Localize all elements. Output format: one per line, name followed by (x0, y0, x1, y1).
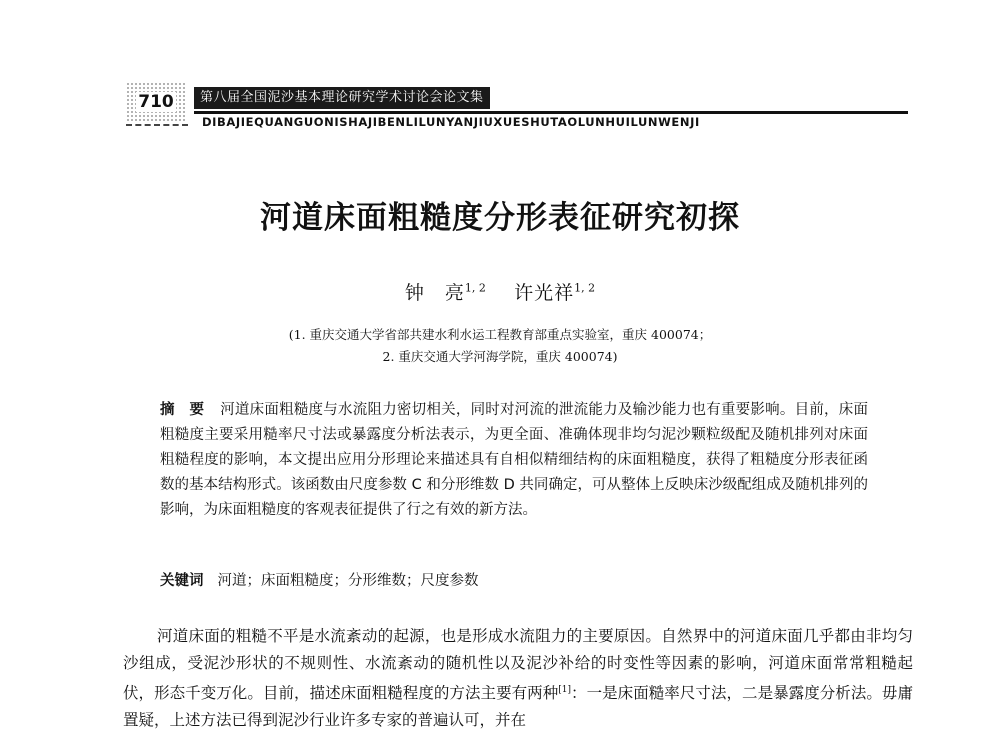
author-name: 钟 亮 (404, 282, 465, 304)
running-header (126, 78, 908, 134)
abstract-text: 河道床面粗糙度与水流阻力密切相关，同时对河流的泄流能力及输沙能力也有重要影响。目前，床面粗糙度主要采用糙率尺寸法或暴露度分析法表示，为更全面、准确体现非均匀泥沙颗粒级配及随机排列对床面粗糙程度的影响，本文提出应用分形理论来描述具有自相似精细结构的床面粗糙度，获得了粗糙度分形表征函数的基本结构形式。该函数由尺度参数 C 和分形维数 D 共同确定，可从整体上反映床沙级配组成及随机排列的影响，为床面粗糙度的客观表征提供了行之有效的新方法。 (160, 402, 868, 518)
series-pinyin: DIBAJIEQUANGUONISHAJIBENLILUNYANJIUXUESHUTAOLUNHUILUNWENJI (202, 115, 700, 129)
page-number-box (126, 82, 186, 122)
abstract-label: 摘 要 (160, 402, 205, 418)
paper-title: 河道床面粗糙度分形表征研究初探 (260, 200, 740, 236)
keywords (160, 570, 868, 592)
author-affiliation-mark: 1, 2 (574, 281, 596, 295)
affiliation-1: (1. 重庆交通大学省部共建水利水运工程教育部重点实验室，重庆 400074； (288, 327, 712, 342)
keywords-text: 河道；床面粗糙度；分形维数；尺度参数 (217, 573, 479, 589)
body-text-part2: ：一是床面糙率尺寸法，二是暴露度分析法。毋庸置疑，上述方法已得到泥沙行业许多专家的普遍认可，并在 (123, 684, 913, 730)
header-rule (194, 111, 908, 114)
author-name: 许光祥 (514, 282, 575, 304)
abstract (160, 398, 868, 523)
series-title: 第八届全国泥沙基本理论研究学术讨论会论文集 (194, 87, 490, 109)
authors (0, 278, 1000, 305)
citation-mark: [1] (558, 685, 571, 695)
keywords-label: 关键词 (160, 573, 204, 589)
affiliation-2: 2. 重庆交通大学河海学院，重庆 400074) (382, 349, 618, 364)
author-affiliation-mark: 1, 2 (464, 281, 486, 295)
body-paragraph (123, 623, 913, 734)
page-number: 710 (138, 92, 174, 112)
header-dashed-line (126, 124, 188, 126)
body-text-part1: 河道床面的粗糙不平是水流紊动的起源，也是形成水流阻力的主要原因。自然界中的河道床面几乎都由非均匀沙组成，受泥沙形状的不规则性、水流紊动的随机性以及泥沙补给的时变性等因素的影响，河道床面常常粗糙起伏，形态千变万化。目前，描述床面粗糙程度的方法主要有两种 (123, 627, 913, 703)
